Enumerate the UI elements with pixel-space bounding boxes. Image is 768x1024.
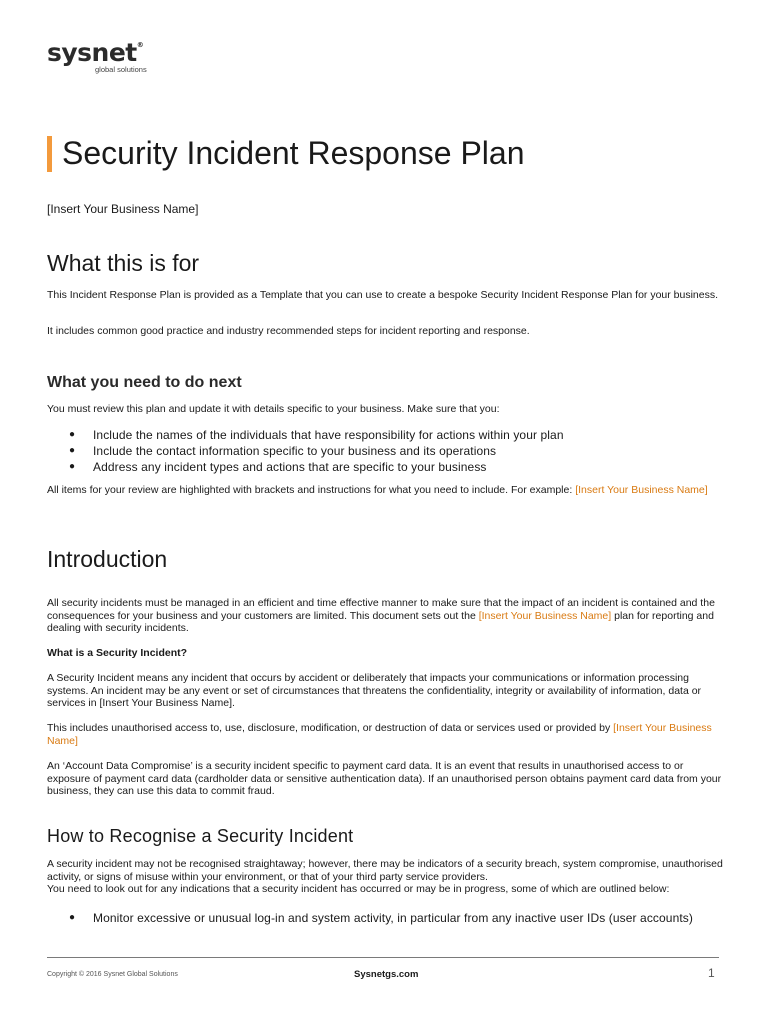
next-bullet-list [47,427,727,475]
logo-wordmark: sysnet [47,38,137,67]
introduction-paragraph-2: A Security Incident means any incident that occurs by accident or deliberately that impacts your communications or information processing systems. An incident may be any event or set of circumstances that threatens the confidentiality, integrity or availability of information, data or services in [Insert Your Business Name]. [47,672,702,709]
introduction-paragraph-3 [47,722,727,747]
review-items-text: All items for your review are highlighted with brackets and instructions for what you need to include. For example: [47,484,576,496]
bullet-icon: ● [69,461,76,472]
list-item [47,459,727,475]
bullet-icon: ● [69,445,76,456]
sysnet-logo [47,38,147,74]
heading-what-you-need-to-do-next: What you need to do next [47,374,242,391]
review-items-paragraph [47,484,727,497]
intro-business-name: [Insert Your Business Name] [478,609,612,622]
bullet-text: Monitor excessive or unusual log-in and system activity, in particular from any inactive user IDs (user accounts) [93,911,693,925]
list-item [47,443,727,459]
intro-para3-text: This includes unauthorised access to, use, disclosure, modification, or destruction of data or services used or provided by [47,722,614,734]
intro-text-b: plan for reporting and dealing with security incidents. [47,609,714,634]
what-for-paragraph-2: It includes common good practice and industry recommended steps for incident reporting and response. [47,325,530,337]
title-accent-bar [47,136,52,172]
introduction-paragraph-1 [47,597,727,635]
business-name-placeholder: [Insert Your Business Name] [47,202,199,216]
intro-para3-business-name: [Insert Your Business Name] [47,722,712,747]
footer-divider [47,957,719,958]
bullet-text: Include the contact information specific to your business and its operations [93,444,497,458]
list-item [47,910,727,926]
heading-what-is-a-security-incident: What is a Security Incident? [47,647,188,659]
recognise-paragraph-2: You need to look out for any indications that a security incident has occurred or may be in progress, some of which are outlined below: [47,883,670,895]
logo-tagline: global solutions [95,65,147,74]
heading-introduction: Introduction [47,546,168,572]
logo-registered-mark: ® [136,41,144,49]
review-items-example: [Insert Your Business Name] [575,484,708,496]
recognise-bullet-list [47,910,727,926]
bullet-text: Include the names of the individuals that have responsibility for actions within your plan [93,428,564,442]
bullet-icon: ● [69,912,76,923]
heading-what-this-is-for: What this is for [47,250,200,276]
document-title: Security Incident Response Plan [62,135,525,171]
intro-text-a: All security incidents must be managed in an efficient and time effective manner to make sure that the impact of an incident is contained and the consequences for your business and your customers are limited. This document sets out the [47,597,715,622]
recognise-paragraph-1: A security incident may not be recognised straightaway; however, there may be indicators of a security breach, system compromise, unauthorised activity, or signs of misuse within your environment, or that of your third party service providers. [47,858,723,883]
footer-copyright: Copyright © 2016 Sysnet Global Solutions [47,971,178,978]
introduction-paragraph-4: An ‘Account Data Compromise’ is a security incident specific to payment card data. It is an event that results in unauthorised access to or exposure of payment card data (cardholder data or sensitive authentication data). If an unauthorised person obtains payment card data from your business, they can use this data to commit fraud. [47,760,722,797]
document-title-row [47,135,524,172]
page-number: 1 [708,966,715,980]
what-for-paragraph-1: This Incident Response Plan is provided as a Template that you can use to create a bespoke Security Incident Response Plan for your business. [47,289,719,301]
footer-website: Sysnetgs.com [354,969,419,980]
heading-how-to-recognise: How to Recognise a Security Incident [47,826,354,846]
bullet-text: Address any incident types and actions that are specific to your business [93,460,487,474]
bullet-icon: ● [69,429,76,440]
list-item [47,427,727,443]
next-intro: You must review this plan and update it with details specific to your business. Make sure that you: [47,403,500,415]
